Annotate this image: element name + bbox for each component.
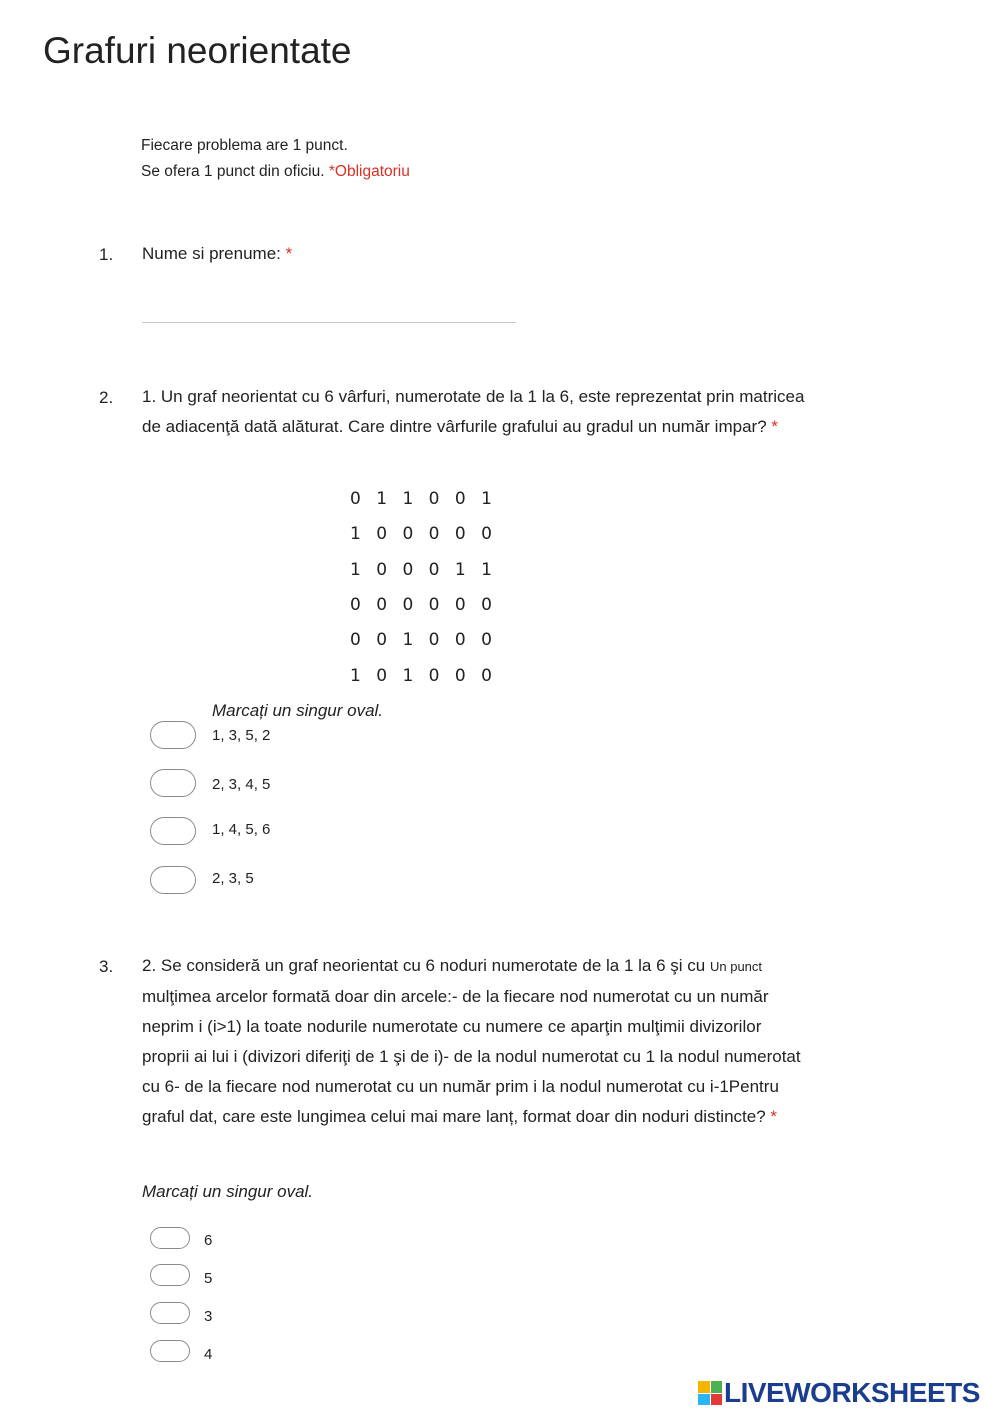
q2-option-3-oval[interactable] <box>150 817 196 845</box>
q2-option-4-oval[interactable] <box>150 866 196 894</box>
question-2-line-2-text: de adiacenţă dată alăturat. Care dintre vârfurile grafului au gradul un număr impar? <box>142 417 767 436</box>
question-2-number: 2. <box>99 388 114 407</box>
question-3-line-6 <box>142 1102 801 1132</box>
required-note: *Obligatoriu <box>328 163 410 180</box>
intro-line-2 <box>141 159 410 185</box>
required-asterisk: * <box>771 417 779 436</box>
q3-option-1-oval[interactable] <box>150 1227 190 1249</box>
name-input-line[interactable] <box>142 322 516 323</box>
question-3-line-6-text: graful dat, care este lungimea celui mai mare lanț, format doar din noduri distincte? <box>142 1107 766 1126</box>
q3-option-4-label: 4 <box>204 1346 213 1363</box>
q2-option-2-label: 2, 3, 4, 5 <box>212 776 271 793</box>
liveworksheets-logo <box>698 1378 980 1408</box>
matrix-row-1: 0 1 1 0 0 1 <box>350 489 497 509</box>
logo-square-4 <box>711 1394 723 1406</box>
question-3-line-1-text: 2. Se consideră un graf neorientat cu 6 noduri numerotate de la 1 la 6 şi cu <box>142 956 706 975</box>
matrix-row-5: 0 0 1 0 0 0 <box>350 630 497 650</box>
q3-option-3-oval[interactable] <box>150 1302 190 1324</box>
required-asterisk: * <box>770 1107 778 1126</box>
q2-option-1-oval[interactable] <box>150 721 196 749</box>
question-1-number: 1. <box>99 245 114 264</box>
question-1-label: Nume si prenume: <box>142 244 281 263</box>
question-1-text <box>142 239 292 269</box>
question-2-line-2 <box>142 412 804 442</box>
intro-line-2-text: Se ofera 1 punct din oficiu. <box>141 163 325 180</box>
question-2-instruction: Marcați un singur oval. <box>212 701 384 720</box>
logo-square-1 <box>698 1381 710 1393</box>
matrix-row-4: 0 0 0 0 0 0 <box>350 595 497 615</box>
q3-option-2-label: 5 <box>204 1270 213 1287</box>
question-3-text <box>142 951 801 1132</box>
question-3-line-3: neprim i (i>1) la toate nodurile numerotate cu numere ce aparţin mulţimii divizorilor <box>142 1017 762 1036</box>
page-title: Grafuri neorientate <box>43 30 352 71</box>
q2-option-1-label: 1, 3, 5, 2 <box>212 727 271 744</box>
intro-line-1: Fiecare problema are 1 punct. <box>141 137 348 154</box>
logo-text: LIVEWORKSHEETS <box>724 1377 980 1408</box>
question-3-number: 3. <box>99 957 114 976</box>
form-description <box>141 133 410 185</box>
question-3-instruction: Marcați un singur oval. <box>142 1182 314 1201</box>
logo-mark-icon <box>698 1381 722 1405</box>
logo-square-2 <box>711 1381 723 1393</box>
q3-option-4-oval[interactable] <box>150 1340 190 1362</box>
q3-option-3-label: 3 <box>204 1308 213 1325</box>
q2-option-4-label: 2, 3, 5 <box>212 870 254 887</box>
question-3-line-5: cu 6- de la fiecare nod numerotat cu un număr prim i la nodul numerotat cu i-1Pentru <box>142 1077 779 1096</box>
q3-option-2-oval[interactable] <box>150 1264 190 1286</box>
q2-option-2-oval[interactable] <box>150 769 196 797</box>
points-label: Un punct <box>709 959 763 974</box>
question-2-line-1: 1. Un graf neorientat cu 6 vârfuri, numerotate de la 1 la 6, este reprezentat prin matricea <box>142 387 805 406</box>
matrix-row-6: 1 0 1 0 0 0 <box>350 666 497 686</box>
q3-option-1-label: 6 <box>204 1232 213 1249</box>
matrix-row-2: 1 0 0 0 0 0 <box>350 524 497 544</box>
required-asterisk: * <box>285 244 293 263</box>
question-3-line-4: proprii ai lui i (divizori diferiţi de 1 şi de i)- de la nodul numerotat cu 1 la nodul numerotat <box>142 1047 801 1066</box>
question-2-text <box>142 382 804 442</box>
matrix-row-3: 1 0 0 0 1 1 <box>350 560 497 580</box>
q2-option-3-label: 1, 4, 5, 6 <box>212 821 271 838</box>
question-3-line-2: mulţimea arcelor formată doar din arcele:- de la fiecare nod numerotat cu un număr <box>142 987 769 1006</box>
logo-square-3 <box>698 1394 710 1406</box>
question-3-line-1 <box>142 951 801 982</box>
